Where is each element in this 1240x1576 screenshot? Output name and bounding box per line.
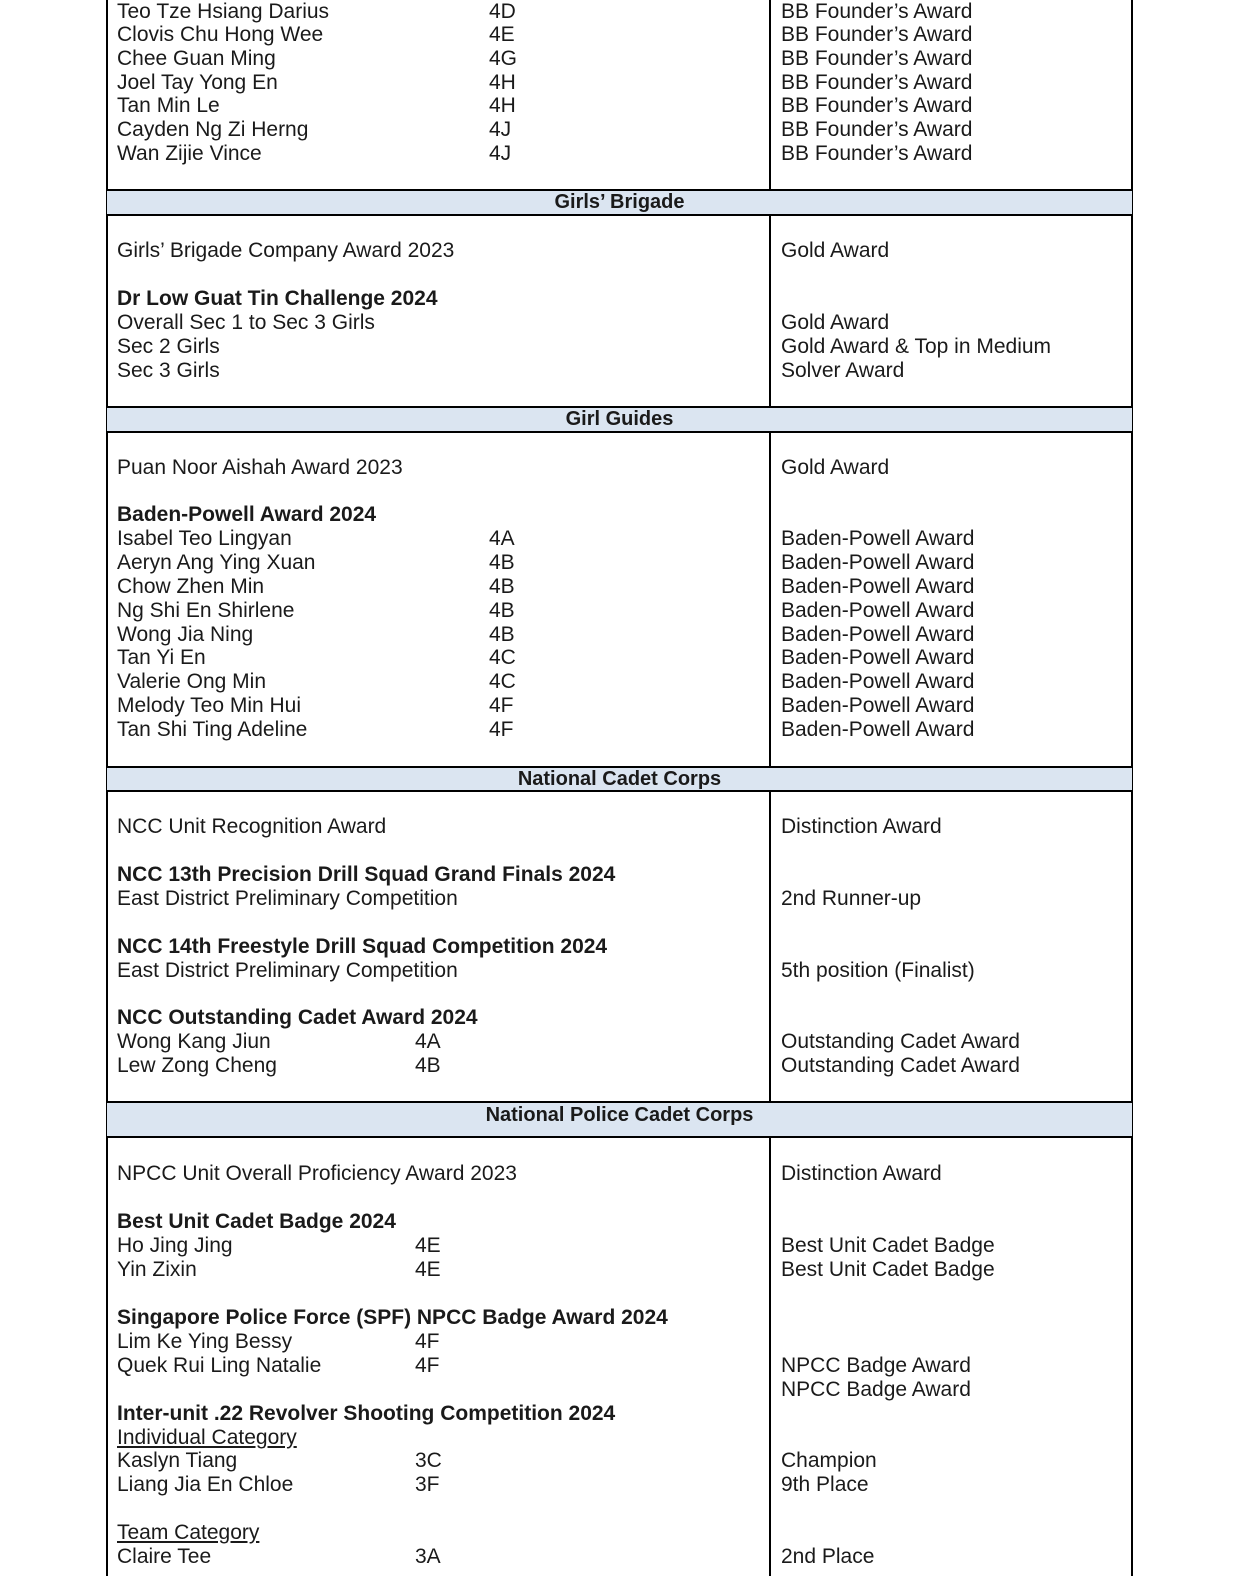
- category-label: Individual Category: [117, 1426, 297, 1449]
- award-result: 2nd Place: [781, 1545, 875, 1568]
- competition-title: Singapore Police Force (SPF) NPCC Badge Award 2024: [117, 1306, 668, 1329]
- award-result: Gold Award: [781, 239, 890, 262]
- student-class: 4B: [489, 599, 515, 622]
- student-name: Clovis Chu Hong Wee: [117, 23, 324, 46]
- student-class: 3C: [415, 1449, 442, 1472]
- section-header-ncc: National Cadet Corps: [107, 768, 1132, 790]
- competition-title: NCC 14th Freestyle Drill Squad Competition 2024: [117, 935, 608, 958]
- category-label: East District Preliminary Competition: [117, 887, 458, 910]
- student-class: 4F: [489, 718, 514, 741]
- award-result: Baden-Powell Award: [781, 718, 975, 741]
- section-header-npcc: National Police Cadet Corps: [107, 1103, 1132, 1136]
- category-label: Sec 2 Girls: [117, 335, 220, 358]
- row-border: [106, 431, 1133, 433]
- award-result: BB Founder’s Award: [781, 47, 973, 70]
- student-class: 4C: [489, 670, 516, 693]
- student-class: 4F: [415, 1330, 440, 1353]
- award-result: Best Unit Cadet Badge: [781, 1234, 995, 1257]
- student-name: Lim Ke Ying Bessy: [117, 1330, 293, 1353]
- student-name: Lew Zong Cheng: [117, 1054, 277, 1077]
- student-name: Cayden Ng Zi Herng: [117, 118, 309, 141]
- award-name: NPCC Unit Overall Proficiency Award 2023: [117, 1162, 517, 1185]
- column-divider: [769, 791, 771, 1102]
- student-class: 4B: [489, 575, 515, 598]
- student-class: 4B: [489, 551, 515, 574]
- award-result: Baden-Powell Award: [781, 646, 975, 669]
- category-label: Sec 3 Girls: [117, 359, 220, 382]
- student-name: Chow Zhen Min: [117, 575, 265, 598]
- student-name: Tan Shi Ting Adeline: [117, 718, 308, 741]
- row-border: [106, 1136, 1133, 1138]
- student-class: 4A: [489, 527, 515, 550]
- award-result: Outstanding Cadet Award: [781, 1054, 1020, 1077]
- award-result: 2nd Runner-up: [781, 887, 922, 910]
- student-name: Valerie Ong Min: [117, 670, 267, 693]
- student-name: Isabel Teo Lingyan: [117, 527, 292, 550]
- award-result: BB Founder’s Award: [781, 118, 973, 141]
- award-result: BB Founder’s Award: [781, 71, 973, 94]
- student-class: 4D: [489, 0, 516, 23]
- award-result: NPCC Badge Award: [781, 1354, 971, 1377]
- award-result: BB Founder’s Award: [781, 23, 973, 46]
- award-name: Girls’ Brigade Company Award 2023: [117, 239, 455, 262]
- category-label: Overall Sec 1 to Sec 3 Girls: [117, 311, 375, 334]
- column-divider: [769, 1137, 771, 1576]
- student-class: 4H: [489, 71, 516, 94]
- student-name: Liang Jia En Chloe: [117, 1473, 294, 1496]
- column-divider: [769, 432, 771, 767]
- award-result: Baden-Powell Award: [781, 575, 975, 598]
- student-class: 4B: [415, 1054, 441, 1077]
- award-result: Gold Award: [781, 311, 890, 334]
- award-result: Baden-Powell Award: [781, 623, 975, 646]
- award-result: 9th Place: [781, 1473, 869, 1496]
- student-name: Melody Teo Min Hui: [117, 694, 302, 717]
- student-name: Wong Jia Ning: [117, 623, 254, 646]
- competition-title: Baden-Powell Award 2024: [117, 503, 377, 526]
- award-result: Baden-Powell Award: [781, 527, 975, 550]
- competition-title: NCC 13th Precision Drill Squad Grand Finals 2024: [117, 863, 616, 886]
- student-class: 4C: [489, 646, 516, 669]
- award-result: Baden-Powell Award: [781, 670, 975, 693]
- student-name: Ho Jing Jing: [117, 1234, 233, 1257]
- award-result: BB Founder’s Award: [781, 0, 973, 23]
- section-header-girls-brigade: Girls’ Brigade: [107, 191, 1132, 214]
- award-result: Solver Award: [781, 359, 905, 382]
- student-class: 4G: [489, 47, 518, 70]
- student-class: 4B: [489, 623, 515, 646]
- student-class: 3F: [415, 1473, 440, 1496]
- student-name: Teo Tze Hsiang Darius: [117, 0, 330, 23]
- student-class: 4F: [415, 1354, 440, 1377]
- award-name: Puan Noor Aishah Award 2023: [117, 456, 403, 479]
- student-name: Yin Zixin: [117, 1258, 197, 1281]
- student-class: 4E: [489, 23, 515, 46]
- student-class: 3A: [415, 1545, 441, 1568]
- student-class: 4E: [415, 1234, 441, 1257]
- section-header-girl-guides: Girl Guides: [107, 408, 1132, 431]
- student-name: Wan Zijie Vince: [117, 142, 262, 165]
- student-name: Tan Min Le: [117, 94, 220, 117]
- award-result: 5th position (Finalist): [781, 959, 975, 982]
- award-result: NPCC Badge Award: [781, 1378, 971, 1401]
- column-divider: [769, 0, 771, 190]
- competition-title: Dr Low Guat Tin Challenge 2024: [117, 287, 438, 310]
- award-result: Distinction Award: [781, 815, 942, 838]
- award-result: Best Unit Cadet Badge: [781, 1258, 995, 1281]
- student-class: 4J: [489, 118, 512, 141]
- competition-title: Inter-unit .22 Revolver Shooting Competition 2024: [117, 1402, 616, 1425]
- award-result: BB Founder’s Award: [781, 142, 973, 165]
- student-name: Chee Guan Ming: [117, 47, 276, 70]
- competition-title: NCC Outstanding Cadet Award 2024: [117, 1006, 478, 1029]
- competition-title: Best Unit Cadet Badge 2024: [117, 1210, 396, 1233]
- award-result: Baden-Powell Award: [781, 599, 975, 622]
- student-name: Tan Yi En: [117, 646, 206, 669]
- row-border: [106, 214, 1133, 216]
- student-class: 4A: [415, 1030, 441, 1053]
- student-name: Wong Kang Jiun: [117, 1030, 271, 1053]
- award-result: Baden-Powell Award: [781, 551, 975, 574]
- award-result: Baden-Powell Award: [781, 694, 975, 717]
- award-result: Champion: [781, 1449, 877, 1472]
- student-name: Joel Tay Yong En: [117, 71, 278, 94]
- category-label: East District Preliminary Competition: [117, 959, 458, 982]
- award-result: Gold Award: [781, 456, 890, 479]
- student-class: 4E: [415, 1258, 441, 1281]
- award-result: BB Founder’s Award: [781, 94, 973, 117]
- award-name: NCC Unit Recognition Award: [117, 815, 387, 838]
- student-class: 4F: [489, 694, 514, 717]
- student-name: Claire Tee: [117, 1545, 212, 1568]
- student-name: Quek Rui Ling Natalie: [117, 1354, 322, 1377]
- student-name: Kaslyn Tiang: [117, 1449, 238, 1472]
- student-class: 4J: [489, 142, 512, 165]
- category-label: Team Category: [117, 1521, 260, 1544]
- student-class: 4H: [489, 94, 516, 117]
- award-result: Gold Award & Top in Medium: [781, 335, 1052, 358]
- student-name: Aeryn Ang Ying Xuan: [117, 551, 316, 574]
- student-name: Ng Shi En Shirlene: [117, 599, 295, 622]
- award-result: Distinction Award: [781, 1162, 942, 1185]
- column-divider: [769, 215, 771, 407]
- award-result: Outstanding Cadet Award: [781, 1030, 1020, 1053]
- row-border: [106, 790, 1133, 792]
